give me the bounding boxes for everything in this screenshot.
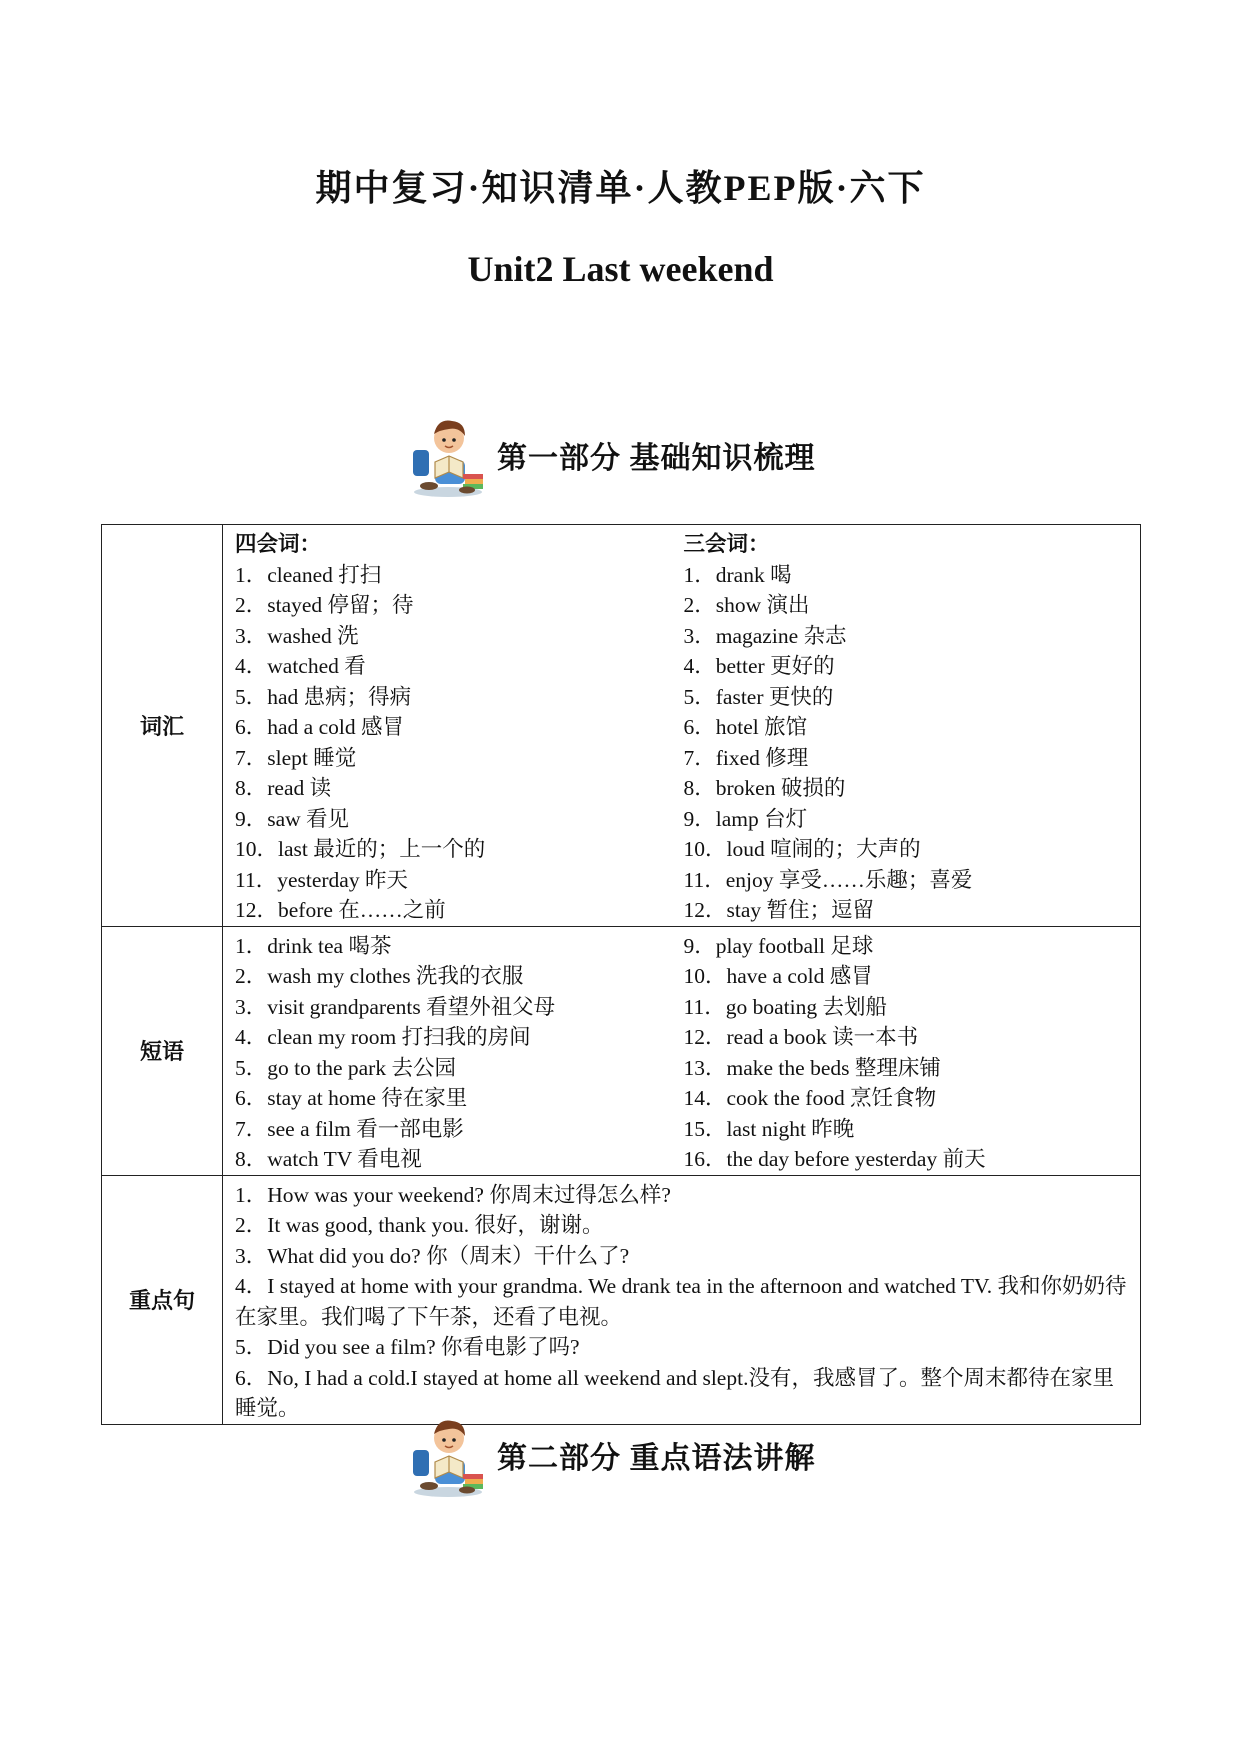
list-item: 5．had 患病；得病 xyxy=(235,684,412,709)
list-item: 11．enjoy 享受……乐趣；喜爱 xyxy=(683,867,973,892)
three-skill-heading: 三会词： xyxy=(683,532,770,556)
four-skill-heading: 四会词： xyxy=(235,532,322,556)
three-skill-words xyxy=(684,529,1133,926)
section-heading-part1 xyxy=(0,412,1241,498)
knowledge-table xyxy=(101,524,1141,1425)
list-item: 3．visit grandparents 看望外祖父母 xyxy=(235,994,556,1019)
vocab-row xyxy=(102,525,1141,927)
reading-boy-icon xyxy=(405,412,491,498)
list-item: 5．go to the park 去公园 xyxy=(235,1055,456,1080)
vocab-label: 词汇 xyxy=(102,525,223,927)
reading-boy-icon xyxy=(405,1412,491,1498)
list-item: 13．make the beds 整理床铺 xyxy=(683,1055,941,1080)
list-item: 4．watched 看 xyxy=(235,654,366,678)
list-item: 3．What did you do? 你（周末）干什么了? xyxy=(235,1243,630,1268)
list-item: 11．yesterday 昨天 xyxy=(235,867,408,892)
list-item: 7．see a film 看一部电影 xyxy=(235,1116,464,1141)
list-item: 2．stayed 停留；待 xyxy=(235,593,414,617)
list-item: 12．read a book 读一本书 xyxy=(683,1025,919,1049)
section-title-part2: 第二部分 重点语法讲解 xyxy=(497,1442,816,1475)
document-title: 期中复习·知识清单·人教PEP版·六下 xyxy=(315,168,926,208)
list-item: 1．cleaned 打扫 xyxy=(235,562,382,587)
list-item: 2．It was good, thank you. 很好，谢谢。 xyxy=(235,1213,604,1237)
list-item: 12．stay 暂住；逗留 xyxy=(683,898,875,922)
sentences-content xyxy=(223,1175,1141,1424)
section-title-part1: 第一部分 基础知识梳理 xyxy=(497,442,816,475)
list-item: 6．hotel 旅馆 xyxy=(683,715,808,739)
sentences-row xyxy=(102,1175,1141,1424)
list-item: 8．read 读 xyxy=(235,776,332,800)
list-item: 6．No, I had a cold.I stayed at home all weekend and slept.没有，我感冒了。整个周末都待在家里睡觉。 xyxy=(235,1365,1114,1420)
list-item: 7．slept 睡觉 xyxy=(235,745,357,770)
vocab-content xyxy=(223,525,1141,927)
four-skill-words xyxy=(235,529,684,926)
list-item: 3．washed 洗 xyxy=(235,623,359,648)
list-item: 5．Did you see a film? 你看电影了吗? xyxy=(235,1335,580,1359)
list-item: 10．have a cold 感冒 xyxy=(683,964,873,988)
list-item: 6．had a cold 感冒 xyxy=(235,715,404,739)
list-item: 1．drank 喝 xyxy=(683,562,792,587)
list-item: 7．fixed 修理 xyxy=(683,745,809,770)
list-item: 2．show 演出 xyxy=(683,593,810,617)
list-item: 9．play football 足球 xyxy=(683,933,874,958)
list-item: 11．go boating 去划船 xyxy=(683,994,887,1019)
list-item: 4．I stayed at home with your grandma. We drank tea in the afternoon and watched TV. 我和你奶奶待在家里。我们喝了下午茶，还看了电视。 xyxy=(235,1274,1127,1329)
unit-title: Unit2 Last weekend xyxy=(467,249,774,289)
phrases-left-column xyxy=(235,931,684,1175)
phrases-content xyxy=(223,926,1141,1175)
phrases-right-column xyxy=(684,931,1133,1175)
list-item: 14．cook the food 烹饪食物 xyxy=(683,1086,937,1110)
list-item: 4．clean my room 打扫我的房间 xyxy=(235,1025,531,1049)
section-heading-part2 xyxy=(0,1412,1241,1498)
list-item: 16．the day before yesterday 前天 xyxy=(683,1147,986,1171)
list-item: 15．last night 昨晚 xyxy=(683,1116,855,1141)
list-item: 8．broken 破损的 xyxy=(683,776,846,800)
sentences-label: 重点句 xyxy=(102,1175,223,1424)
list-item: 9．saw 看见 xyxy=(235,806,350,831)
list-item: 1．drink tea 喝茶 xyxy=(235,933,392,958)
phrases-label: 短语 xyxy=(102,926,223,1175)
list-item: 10．loud 喧闹的；大声的 xyxy=(683,837,921,861)
list-item: 10．last 最近的；上一个的 xyxy=(235,837,486,861)
list-item: 8．watch TV 看电视 xyxy=(235,1147,422,1171)
list-item: 5．faster 更快的 xyxy=(683,684,834,709)
list-item: 4．better 更好的 xyxy=(683,654,835,678)
list-item: 9．lamp 台灯 xyxy=(683,806,808,831)
list-item: 1．How was your weekend? 你周末过得怎么样? xyxy=(235,1182,671,1207)
phrases-row xyxy=(102,926,1141,1175)
list-item: 2．wash my clothes 洗我的衣服 xyxy=(235,964,524,988)
list-item: 3．magazine 杂志 xyxy=(683,623,847,648)
list-item: 6．stay at home 待在家里 xyxy=(235,1086,468,1110)
list-item: 12．before 在……之前 xyxy=(235,898,446,922)
